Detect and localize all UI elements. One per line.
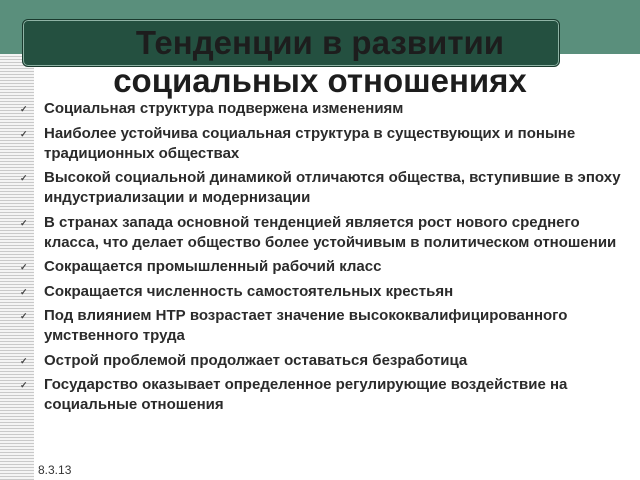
checkmark-icon: ✓ xyxy=(20,217,28,228)
list-item xyxy=(20,257,634,277)
title-line-1: Тенденции в развитии xyxy=(135,24,505,61)
list-item xyxy=(20,168,634,208)
bullet-text: В странах запада основной тенденцией является рост нового среднего класса, что делает общество более устойчивым в политическом отношении xyxy=(44,213,617,251)
checkmark-icon: ✓ xyxy=(20,286,28,297)
bullet-text: Государство оказывает определенное регулирующие воздействие на социальные отношения xyxy=(44,376,568,413)
bullet-text: Сокращается численность самостоятельных крестьян xyxy=(44,282,454,300)
checkmark-icon: ✓ xyxy=(20,311,28,321)
checkmark-icon: ✓ xyxy=(20,355,28,366)
checkmark-icon: ✓ xyxy=(20,128,28,139)
bullet-text: Острой проблемой продолжает оставаться безработица xyxy=(44,351,468,369)
bullet-text: Под влиянием НТР возрастает значение высококвалифицированного умственного труда xyxy=(44,307,568,344)
slide-date: 8.3.13 xyxy=(38,463,72,477)
slide-title xyxy=(0,24,640,100)
list-item xyxy=(20,213,634,253)
list-item xyxy=(20,99,634,119)
checkmark-icon: ✓ xyxy=(20,262,28,272)
bullet-text: Наиболее устойчива социальная структура в существующих и поныне традиционных обществах xyxy=(44,124,576,162)
list-item xyxy=(20,351,634,371)
list-item xyxy=(20,124,634,164)
title-line-2: социальных отношениях xyxy=(113,62,527,99)
checkmark-icon: ✓ xyxy=(20,173,28,183)
list-item xyxy=(20,306,634,346)
list-item xyxy=(20,375,634,415)
bullet-text: Сокращается промышленный рабочий класс xyxy=(44,258,382,275)
checkmark-icon: ✓ xyxy=(20,104,28,114)
bullet-list xyxy=(20,99,634,420)
bullet-text: Высокой социальной динамикой отличаются общества, вступившие в эпоху индустриализации и модернизации xyxy=(44,169,621,206)
bullet-text: Социальная структура подвержена изменениям xyxy=(44,100,404,117)
list-item xyxy=(20,282,634,302)
checkmark-icon: ✓ xyxy=(20,380,28,390)
